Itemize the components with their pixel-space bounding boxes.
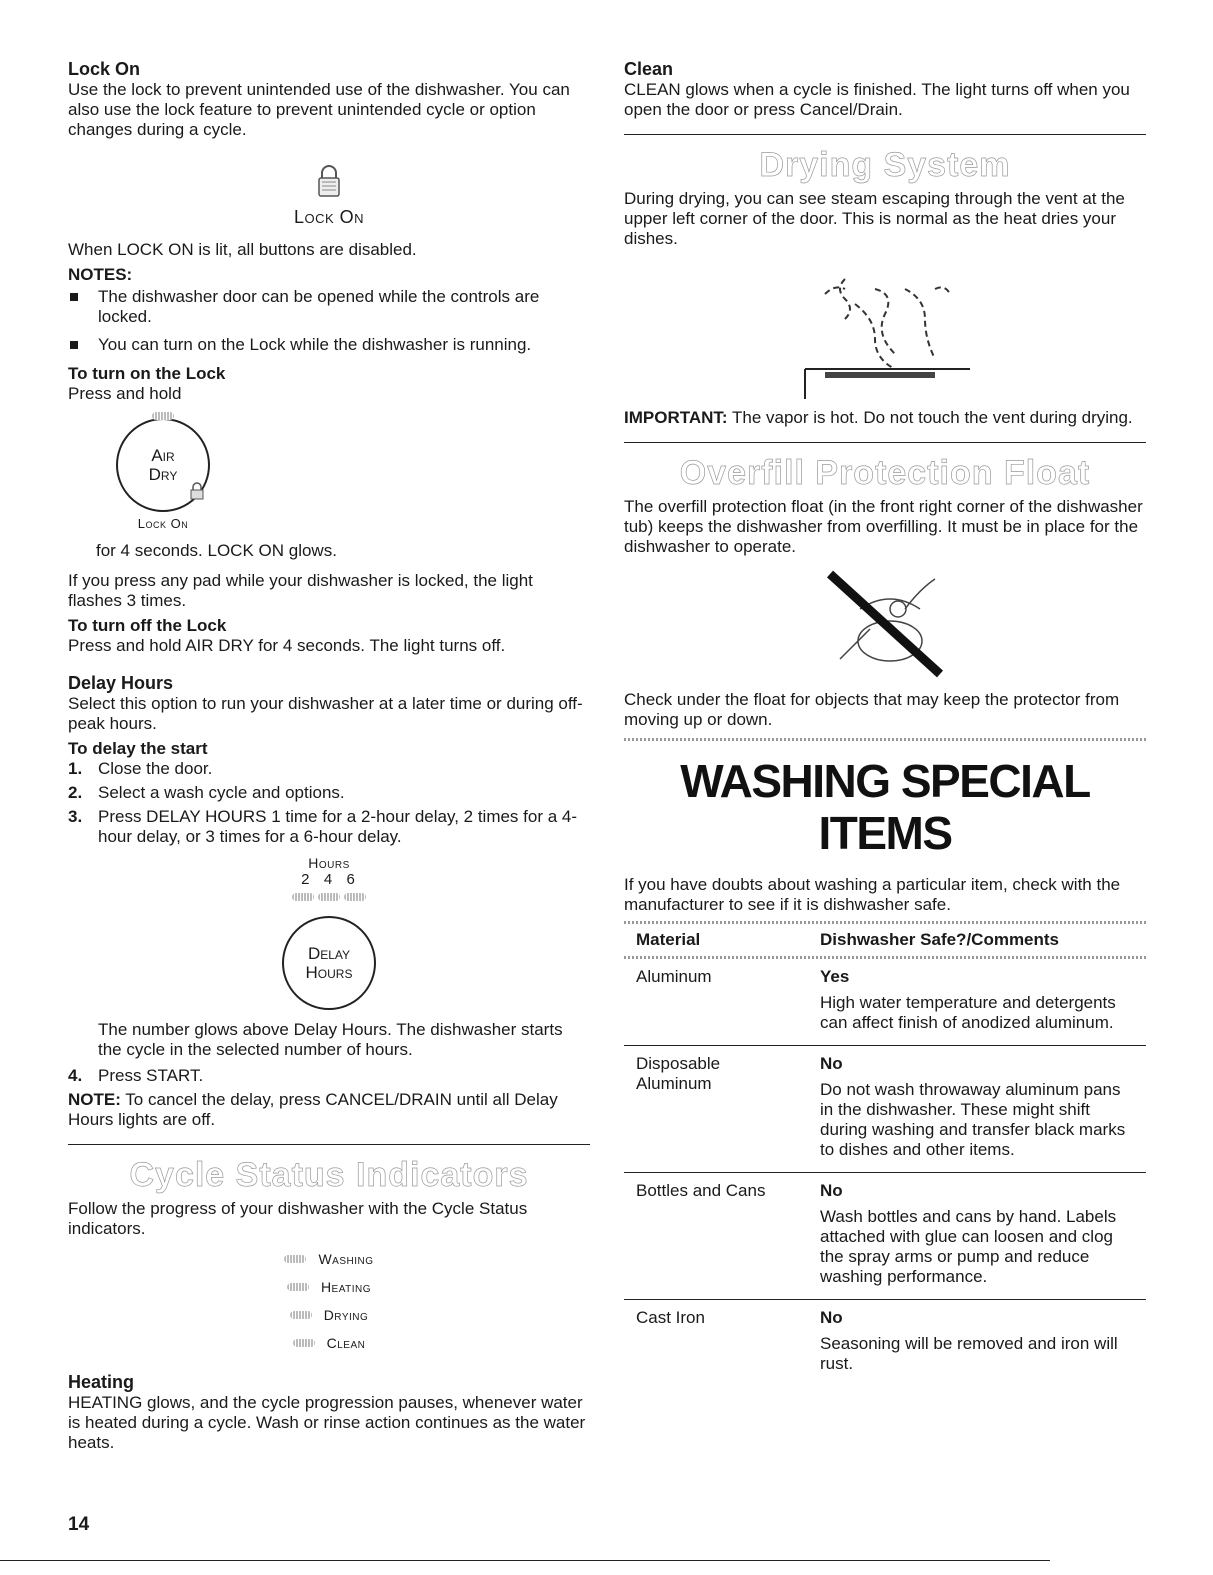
hours-label: Hours <box>308 855 350 871</box>
drying-system-section <box>624 145 1146 428</box>
note-item: The dishwasher door can be opened while the controls are locked. <box>68 287 590 327</box>
hours-lights <box>68 888 590 906</box>
delay-hours-figure <box>68 855 590 1010</box>
comment-cell: No Do not wash throwaway aluminum pans in the dishwasher. These might shift during washing and transfer black marks to dishes and other items. <box>808 1046 1146 1173</box>
right-column <box>624 58 1146 1386</box>
delay-hours-heading: Delay Hours <box>68 673 174 693</box>
locked-press-text: If you press any pad while your dishwasher is locked, the light flashes 3 times. <box>68 571 533 610</box>
air-dry-caption: Lock On <box>137 516 189 531</box>
cycle-status-intro: Follow the progress of your dishwasher with the Cycle Status indicators. <box>68 1199 528 1238</box>
indicator-light-icon <box>344 893 366 901</box>
press-hold-text: Press and hold <box>68 384 182 403</box>
overfill-float-icon <box>810 569 960 679</box>
section-divider <box>624 134 1146 135</box>
washing-special-items-title: WASHING SPECIAL ITEMS <box>680 755 1090 859</box>
overfill-text: The overfill protection float (in the front right corner of the dishwasher tub) keeps the dishwasher from overfilling. It must be in place for the dishwasher to operate. <box>624 497 1143 556</box>
clean-section <box>624 58 1146 120</box>
table-top-rule <box>624 921 1146 924</box>
footer-rule <box>0 1560 1050 1561</box>
table-row <box>624 959 1146 1046</box>
material-cell: Cast Iron <box>636 1308 705 1327</box>
glow-text: The number glows above Delay Hours. The dishwasher starts the cycle in the selected number of hours. <box>98 1020 563 1059</box>
overfill-float-illustration <box>624 569 1146 684</box>
column-header-safe: Dishwasher Safe?/Comments <box>820 930 1060 949</box>
delay-steps-continued <box>68 1066 590 1086</box>
page-number: 14 <box>68 1514 90 1535</box>
material-cell: Bottles and Cans <box>624 1173 808 1300</box>
turn-on-lock-heading: To turn on the Lock <box>68 364 226 383</box>
turn-off-lock-heading: To turn off the Lock <box>68 616 227 635</box>
status-indicator: Drying <box>68 1307 590 1323</box>
status-indicator: Washing <box>68 1251 590 1267</box>
indicator-light-icon <box>292 893 314 901</box>
notes-heading: NOTES: <box>68 265 133 284</box>
heating-section <box>68 1371 590 1453</box>
lock-on-label: Lock On <box>293 207 365 227</box>
material-cell: Aluminum <box>624 959 808 1046</box>
table-row <box>624 1173 1146 1300</box>
left-column <box>68 58 590 1453</box>
indicator-light-icon <box>284 1255 306 1263</box>
step-item: 3. Press DELAY HOURS 1 time for a 2-hour delay, 2 times for a 4-hour delay, or 3 times for a 6-hour delay. <box>68 807 578 846</box>
washing-intro: If you have doubts about washing a particular item, check with the manufacturer to see if it is dishwasher safe. <box>624 875 1121 914</box>
padlock-icon <box>190 482 204 500</box>
for-seconds-text: for 4 seconds. LOCK ON glows. <box>96 541 337 560</box>
overfill-section <box>624 453 1146 730</box>
washing-special-items-section <box>624 755 1146 1386</box>
comment-cell: No Seasoning will be removed and iron will rust. <box>820 1308 1118 1373</box>
lock-on-heading: Lock On <box>68 59 141 79</box>
hours-values: 2 4 6 <box>301 871 357 888</box>
notes-list <box>68 287 590 355</box>
section-divider <box>624 442 1146 443</box>
lock-on-indicator <box>68 164 590 228</box>
note-item: You can turn on the Lock while the dishwasher is running. <box>68 335 590 355</box>
lock-on-lit-text: When LOCK ON is lit, all buttons are disabled. <box>68 240 417 259</box>
cycle-status-section <box>68 1155 590 1351</box>
step-item: 2. Select a wash cycle and options. <box>68 783 345 802</box>
comment-cell: No Wash bottles and cans by hand. Labels attached with glue can loosen and clog the spray arms or pump and reduce washing performance. <box>808 1173 1146 1300</box>
lock-on-intro: Use the lock to prevent unintended use of the dishwasher. You can also use the lock feature to prevent unintended cycle or option changes during a cycle. <box>68 80 570 139</box>
table-row <box>624 1300 1146 1387</box>
status-indicator: Heating <box>68 1279 590 1295</box>
delay-start-heading: To delay the start <box>68 739 208 758</box>
drying-system-title: Drying System <box>759 146 1011 184</box>
indicator-light-icon <box>152 412 174 420</box>
delay-hours-button <box>282 916 376 1010</box>
section-divider <box>68 1144 590 1145</box>
lock-on-section <box>68 58 590 656</box>
material-cell: Disposable Aluminum <box>624 1046 808 1173</box>
delay-hours-section <box>68 672 590 1130</box>
important-note: IMPORTANT: The vapor is hot. Do not touch the vent during drying. <box>624 408 1133 427</box>
padlock-icon <box>316 164 342 200</box>
turn-off-lock-text: Press and hold AIR DRY for 4 seconds. The light turns off. <box>68 636 506 655</box>
delay-button-line2: Hours <box>305 963 353 982</box>
cycle-status-indicators <box>68 1251 590 1351</box>
delay-button-line1: Delay <box>307 944 351 963</box>
delay-steps <box>68 759 590 847</box>
delay-note: NOTE: To cancel the delay, press CANCEL/DRAIN until all Delay Hours lights are off. <box>68 1090 558 1129</box>
indicator-light-icon <box>318 893 340 901</box>
air-dry-button-line2: Dry <box>148 465 178 484</box>
column-header-material: Material <box>636 930 701 949</box>
steam-vent-illustration <box>624 259 1146 404</box>
table-header-row <box>624 926 1146 956</box>
clean-text: CLEAN glows when a cycle is finished. The light turns off when you open the door or press Cancel/Drain. <box>624 80 1130 119</box>
overfill-check-text: Check under the float for objects that may keep the protector from moving up or down. <box>624 690 1120 729</box>
cycle-status-title: Cycle Status Indicators <box>129 1156 529 1194</box>
step-item: 4. Press START. <box>68 1066 204 1085</box>
indicator-light-icon <box>290 1311 312 1319</box>
steam-vent-icon <box>785 259 985 399</box>
delay-hours-intro: Select this option to run your dishwasher at a later time or during off-peak hours. <box>68 694 583 733</box>
section-divider <box>624 738 1146 741</box>
clean-heading: Clean <box>624 59 674 79</box>
dishwasher-safe-table <box>624 926 1146 1386</box>
heating-heading: Heating <box>68 1372 135 1392</box>
step-item: 1. Close the door. <box>68 759 213 778</box>
drying-text: During drying, you can see steam escaping through the vent at the upper left corner of the door. This is normal as the heat dries your dishes. <box>624 189 1125 248</box>
air-dry-button-line1: Air <box>151 446 175 465</box>
indicator-light-icon <box>293 1339 315 1347</box>
table-row <box>624 1046 1146 1173</box>
air-dry-button-figure <box>116 418 226 531</box>
status-indicator: Clean <box>68 1335 590 1351</box>
overfill-title: Overfill Protection Float <box>679 454 1091 492</box>
comment-cell: Yes High water temperature and detergents can affect finish of anodized aluminum. <box>808 959 1146 1046</box>
indicator-light-icon <box>287 1283 309 1291</box>
heating-text: HEATING glows, and the cycle progression pauses, whenever water is heated during a cycle. Wash or rinse action continues as the water heats. <box>68 1393 586 1452</box>
